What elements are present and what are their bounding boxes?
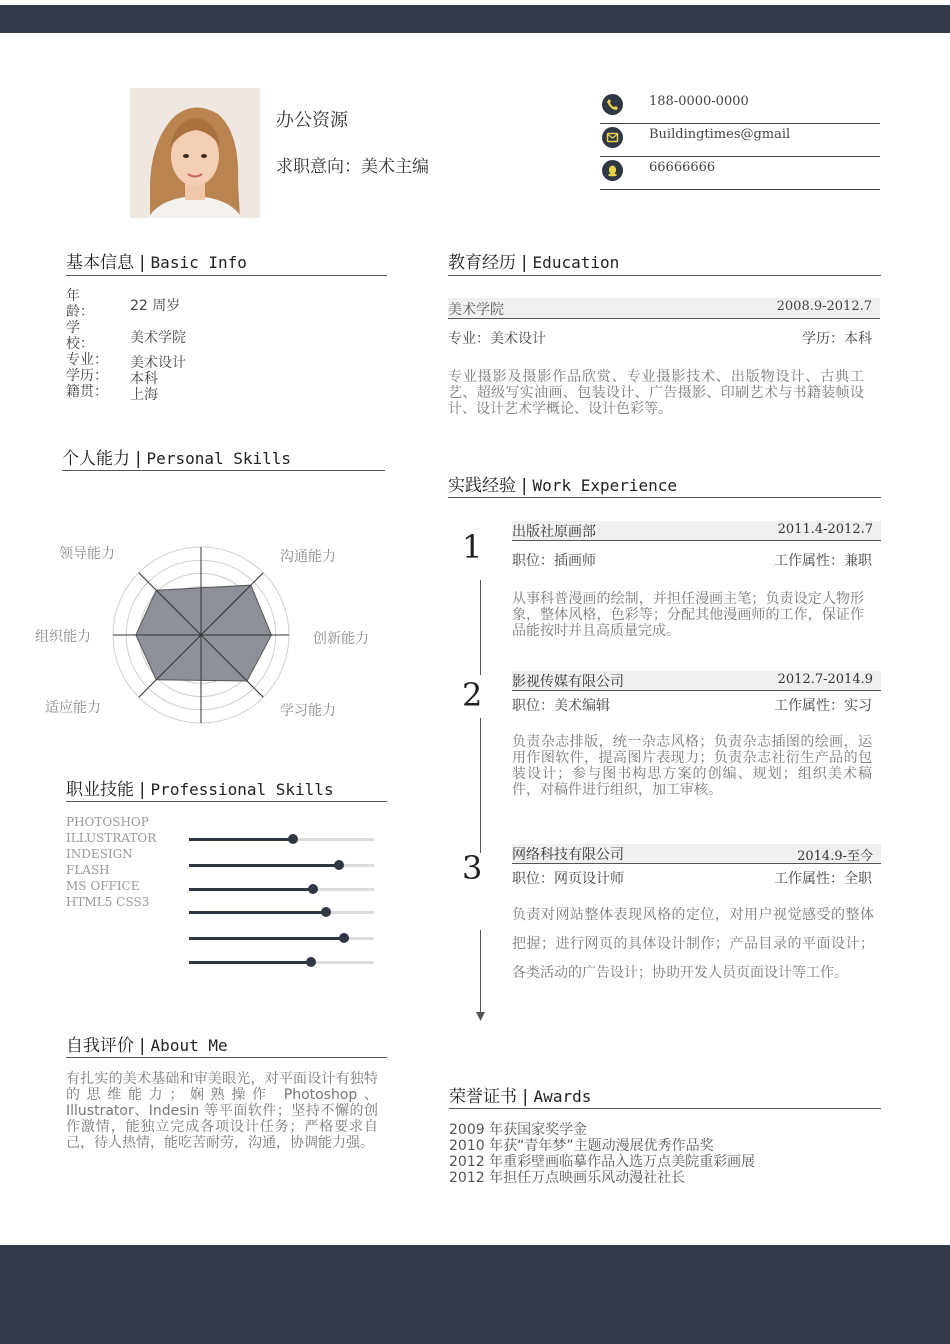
professional-skills-divider — [66, 801, 387, 802]
job-position: 职位：美术编辑 — [512, 698, 610, 714]
skill-bar — [189, 838, 374, 841]
education-header — [448, 298, 880, 319]
basic-label-age: 年龄： — [66, 288, 94, 320]
basic-value-school: 美术学院 — [130, 330, 186, 346]
skill-bar — [189, 937, 374, 940]
job-type: 工作属性：全职 — [774, 871, 872, 887]
job-description: 负责对网站整体表现风格的定位，对用户视觉感受的整体把握；进行网页的具体设计制作；产品目录的平面设计；各类活动的广告设计；协助开发人员页面设计等工作。 — [512, 907, 874, 981]
award-item: 2010 年获“青年梦”主题动漫展优秀作品奖 — [449, 1138, 714, 1154]
skill-bar — [189, 888, 374, 891]
basic-info-title: 基本信息 | Basic Info — [66, 253, 247, 273]
education-period: 2008.9-2012.7 — [776, 299, 872, 314]
skill-name-illustrator: ILLUSTRATOR — [66, 831, 157, 845]
job-header — [512, 521, 881, 541]
radar-label-communication: 沟通能力 — [280, 549, 336, 565]
award-item: 2009 年获国家奖学金 — [449, 1122, 588, 1138]
job-type: 工作属性：实习 — [774, 698, 872, 714]
awards-divider — [449, 1108, 881, 1109]
bottom-banner — [0, 1245, 950, 1344]
top-banner — [0, 5, 950, 33]
basic-label-school: 学校： — [66, 320, 94, 352]
job-company: 网络科技有限公司 — [512, 847, 624, 863]
skill-name-flash: FLASH — [66, 863, 110, 877]
skill-bar-knob — [288, 834, 298, 844]
education-major: 专业：美术设计 — [448, 331, 546, 347]
timeline-arrow-icon — [476, 1012, 485, 1022]
basic-value-hometown: 上海 — [130, 387, 158, 403]
job-intent: 求职意向：美术主编 — [276, 157, 429, 177]
basic-info-divider — [66, 275, 387, 276]
job-company: 影视传媒有限公司 — [512, 674, 624, 690]
skill-bar-knob — [321, 907, 331, 917]
radar-value-area — [136, 585, 272, 681]
radar-chart — [100, 540, 300, 730]
education-divider — [448, 275, 881, 276]
skill-name-html5: HTML5 CSS3 — [66, 895, 150, 909]
job-period: 2012.7-2014.9 — [777, 672, 873, 687]
radar-label-organization: 组织能力 — [35, 629, 91, 645]
about-me-text: 有扎实的美术基础和审美眼光，对平面设计有独特的思维能力；娴熟操作 Photoshop、Illustrator、Indesin 等平面软件；坚持不懈的创作激情，能独立完成各项设计任务；严格要求自己，待人热情，能吃苦耐劳，沟通，协调能力强。 — [66, 1071, 378, 1151]
timeline-line — [480, 718, 481, 853]
job-position: 职位：插画师 — [512, 553, 596, 569]
award-item: 2012 年担任万点映画乐风动漫社社长 — [449, 1170, 686, 1186]
work-experience-title: 实践经验 | Work Experience — [448, 476, 678, 496]
radar-label-leadership: 领导能力 — [59, 546, 115, 562]
about-me-title: 自我评价 | About Me — [66, 1036, 228, 1056]
profile-photo — [130, 88, 260, 218]
job-position: 职位：网页设计师 — [512, 871, 624, 887]
education-title: 教育经历 | Education — [448, 253, 620, 273]
job-number: 3 — [462, 849, 483, 887]
job-number: 1 — [462, 528, 483, 566]
job-period: 2014.9-至今 — [797, 849, 873, 864]
qq-text: 66666666 — [649, 160, 716, 175]
skill-bar-knob — [334, 860, 344, 870]
job-header — [512, 844, 881, 864]
award-item: 2012 年重彩壁画临摹作品入选万点美院重彩画展 — [449, 1154, 756, 1170]
qq-icon — [602, 160, 623, 181]
contact-email — [600, 124, 880, 157]
job-header — [512, 671, 881, 691]
skill-bar-knob — [308, 884, 318, 894]
timeline-line — [480, 580, 481, 675]
job-type: 工作属性：兼职 — [774, 553, 872, 569]
personal-skills-title: 个人能力 | Personal Skills — [62, 449, 292, 469]
skill-bar-knob — [306, 957, 316, 967]
skill-name-indesign: INDESIGN — [66, 847, 133, 861]
contact-qq — [600, 157, 880, 190]
professional-skills-title: 职业技能 | Professional Skills — [66, 780, 334, 800]
contact-phone — [600, 91, 880, 124]
about-me-divider — [66, 1057, 387, 1058]
education-school: 美术学院 — [448, 302, 504, 318]
job-period: 2011.4-2012.7 — [777, 522, 873, 537]
timeline-line — [480, 930, 481, 1015]
skill-name-photoshop: PHOTOSHOP — [66, 815, 149, 829]
job-number: 2 — [462, 676, 483, 714]
phone-text: 188-0000-0000 — [649, 94, 749, 109]
basic-value-major: 美术设计 — [130, 355, 186, 371]
skill-bar — [189, 961, 374, 964]
email-text: Buildingtimes@gmail — [649, 127, 791, 142]
radar-label-learning: 学习能力 — [280, 703, 336, 719]
awards-title: 荣誉证书 | Awards — [449, 1087, 592, 1107]
job-description: 负责杂志排版，统一杂志风格；负责杂志插图的绘画，运用作图软件，提高图片表现力；负责杂志社衍生产品的包装设计；参与图书构思方案的创编、规划；组织美术稿件，对稿件进行组织，加工审核。 — [512, 734, 872, 798]
basic-value-age: 22 周岁 — [130, 298, 181, 314]
skill-bar-knob — [339, 933, 349, 943]
candidate-name: 办公资源 — [276, 110, 348, 131]
radar-label-innovation: 创新能力 — [313, 631, 369, 647]
skill-bar — [189, 864, 374, 867]
job-description: 从事科普漫画的绘制，并担任漫画主笔；负责设定人物形象，整体风格，色彩等；分配其他漫画师的工作，保证作品能按时并且高质量完成。 — [512, 591, 864, 639]
job-company: 出版社原画部 — [512, 524, 596, 540]
personal-skills-divider — [62, 470, 385, 471]
skill-bar — [189, 911, 374, 914]
avatar-illustration — [130, 88, 260, 218]
basic-label-hometown: 籍贯： — [66, 384, 108, 400]
radar-label-adaptability: 适应能力 — [45, 700, 101, 716]
basic-value-degree: 本科 — [130, 371, 158, 387]
education-degree: 学历：本科 — [802, 331, 872, 347]
work-experience-divider — [448, 497, 881, 498]
education-courses: 专业摄影及摄影作品欣赏、专业摄影技术、出版物设计、古典工艺、超级写实油画、包装设计、广告摄影、印刷艺术与书籍装帧设计、设计艺术学概论、设计色彩等。 — [448, 369, 864, 417]
basic-label-major: 专业： — [66, 352, 108, 368]
basic-label-degree: 学历： — [66, 368, 108, 384]
phone-icon — [602, 94, 623, 115]
skill-name-ms-office: MS OFFICE — [66, 879, 140, 893]
mail-icon — [602, 127, 623, 148]
